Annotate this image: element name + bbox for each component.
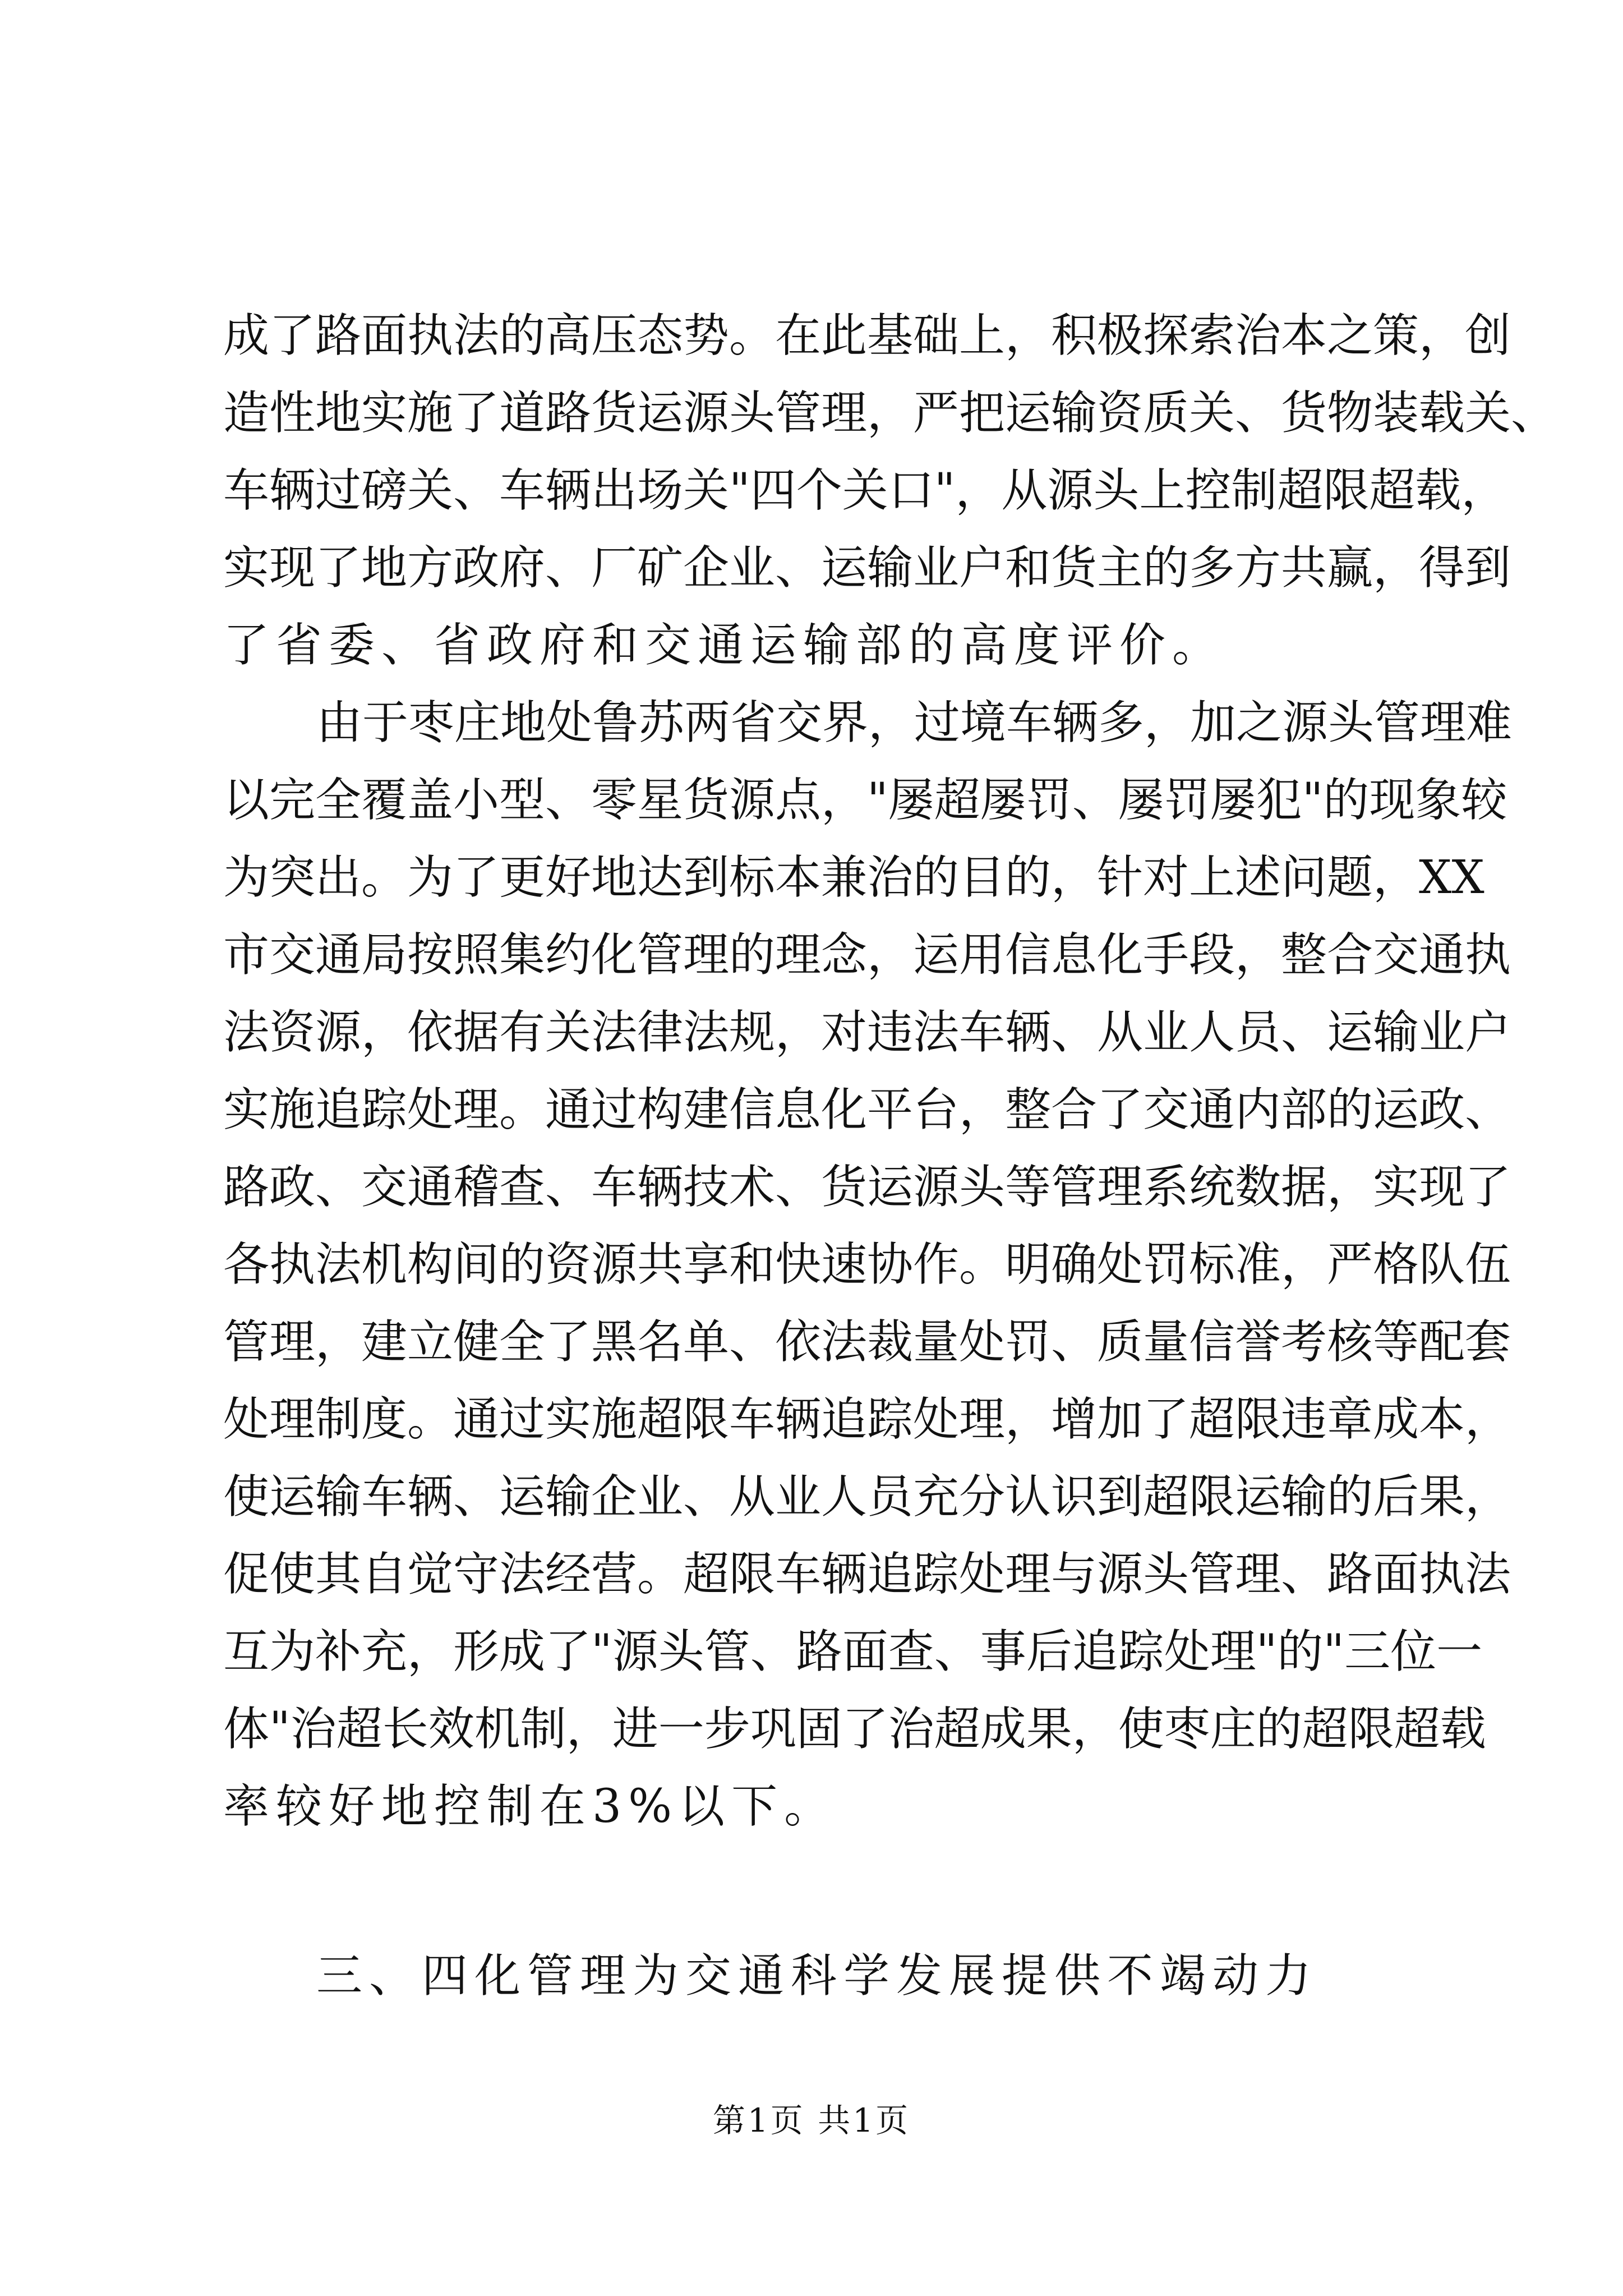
text-line: 实现了地方政府、厂矿企业、运输业户和货主的多方共赢，得到 <box>223 541 1511 595</box>
text-line: 车辆过磅关、车辆出场关"四个关口"，从源头上控制超限超载， <box>223 464 1507 517</box>
text-line: 实施追踪处理。通过构建信息化平台，整合了交通内部的运政、 <box>223 1083 1511 1137</box>
text-line: 路政、交通稽查、车辆技术、货运源头等管理系统数据，实现了 <box>223 1161 1511 1214</box>
text-line: 法资源，依据有关法律法规，对违法车辆、从业人员、运输业户 <box>223 1006 1511 1059</box>
text-line: 造性地实施了道路货运源头管理，严把运输资质关、货物装载关、 <box>223 386 1557 440</box>
text-line: 使运输车辆、运输企业、从业人员充分认识到超限运输的后果， <box>223 1470 1511 1524</box>
body-text <box>223 297 1557 1846</box>
text-line: 管理，建立健全了黑名单、依法裁量处罚、质量信誉考核等配套 <box>223 1315 1511 1369</box>
text-line: 体"治超长效机制，进一步巩固了治超成果，使枣庄的超限超载 <box>223 1703 1486 1756</box>
text-line: 为突出。为了更好地达到标本兼治的目的，针对上述问题，XX <box>223 851 1484 904</box>
text-line: 促使其自觉守法经营。超限车辆追踪处理与源头管理、路面执法 <box>223 1548 1511 1601</box>
text-line: 处理制度。通过实施超限车辆追踪处理，增加了超限违章成本， <box>223 1393 1511 1446</box>
section-heading: 三、四化管理为交通科学发展提供不竭动力 <box>316 1949 1318 2003</box>
text-line: 以完全覆盖小型、零星货源点，"屡超屡罚、屡罚屡犯"的现象较 <box>223 774 1507 827</box>
page-number: 第1页 共1页 <box>712 2101 911 2139</box>
text-line: 互为补充，形成了"源头管、路面查、事后追踪处理"的"三位一 <box>223 1625 1483 1678</box>
text-line: 由于枣庄地处鲁苏两省交界，过境车辆多，加之源头管理难 <box>316 696 1513 749</box>
text-line: 成了路面执法的高压态势。在此基础上，积极探索治本之策，创 <box>223 309 1511 362</box>
text-line: 了省委、省政府和交通运输部的高度评价。 <box>223 619 1225 672</box>
text-line: 各执法机构间的资源共享和快速协作。明确处罚标准，严格队伍 <box>223 1238 1511 1291</box>
text-line: 率较好地控制在3%以下。 <box>223 1780 837 1833</box>
text-line: 市交通局按照集约化管理的理念，运用信息化手段，整合交通执 <box>223 928 1511 982</box>
